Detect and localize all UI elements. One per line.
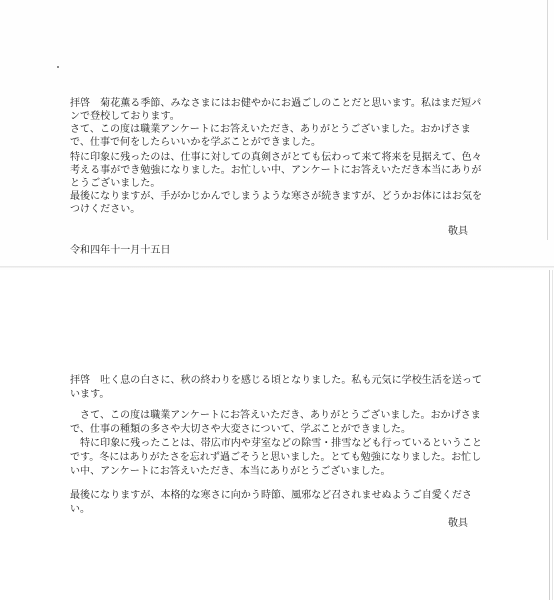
letter-line: です。冬にはありがたさを忘れず過ごそうと思いました。とても勉強になりました。お忙し (70, 452, 482, 463)
letter-line: 拝啓 吐く息の白さに、秋の終わりを感じる頃となりました。私も元気に学校生活を送って (70, 375, 483, 386)
sheet-edge (552, 270, 553, 600)
letter-line: つけください。 (70, 204, 141, 215)
letter-line: い中、アンケートにお答えいただき、本当にありがとうございました。 (70, 466, 391, 477)
letter-line: い。 (70, 504, 91, 515)
sheet-edge (0, 266, 554, 268)
letter-line: 最後になりますが、本格的な寒さに向かう時節、風邪など召されませぬようご自愛くださ (70, 490, 472, 501)
closing-keigu: 敬具 (448, 226, 469, 237)
letter-line: います。 (70, 389, 110, 400)
letter-line: とうございました。 (70, 178, 161, 189)
letter-line: さて、この度は職業アンケートにお答えいただき、ありがとうございました。おかげさま (70, 124, 471, 135)
letter-sheet-bottom (0, 270, 554, 600)
letter-line: 考える事ができ勉強になりました。お忙しい中、アンケートにお答えいただき本当にありが (70, 165, 482, 176)
sheet-edge (547, 0, 548, 240)
letter-line: 最後になりますが、手がかじかんでしまうような寒さが続きますが、どうかお体にはお気を (70, 191, 483, 202)
letter-line: ンで登校しております。 (70, 111, 180, 122)
letter-date: 令和四年十一月十五日 (70, 245, 171, 256)
closing-keigu: 敬具 (448, 518, 469, 529)
scan-speck (57, 66, 59, 68)
letter-sheet-top (0, 0, 554, 268)
letter-line: 拝啓 菊花薫る季節、みなさまにはお健やかにお過ごしのことだと思います。私はまだ短パ (70, 98, 482, 109)
letter-line: で、仕事で何をしたらいいかを学ぶことができました。 (70, 137, 322, 148)
letter-line: 特に印象に残ったのは、仕事に対しての真剣さがとても伝わって来て将来を見据えて、色々 (70, 152, 482, 163)
letter-line: 特に印象に残ったことは、帯広市内や芽室などの除雪・排雪なども行っているということ (70, 438, 483, 449)
letter-line: で、仕事の種類の多さや大切さや大変さについて、学ぶことができました。 (70, 424, 412, 435)
sheet-edge (549, 270, 550, 600)
letter-line: さて、この度は職業アンケートにお答えいただき、ありがとうございました。おかげさま (70, 410, 481, 421)
